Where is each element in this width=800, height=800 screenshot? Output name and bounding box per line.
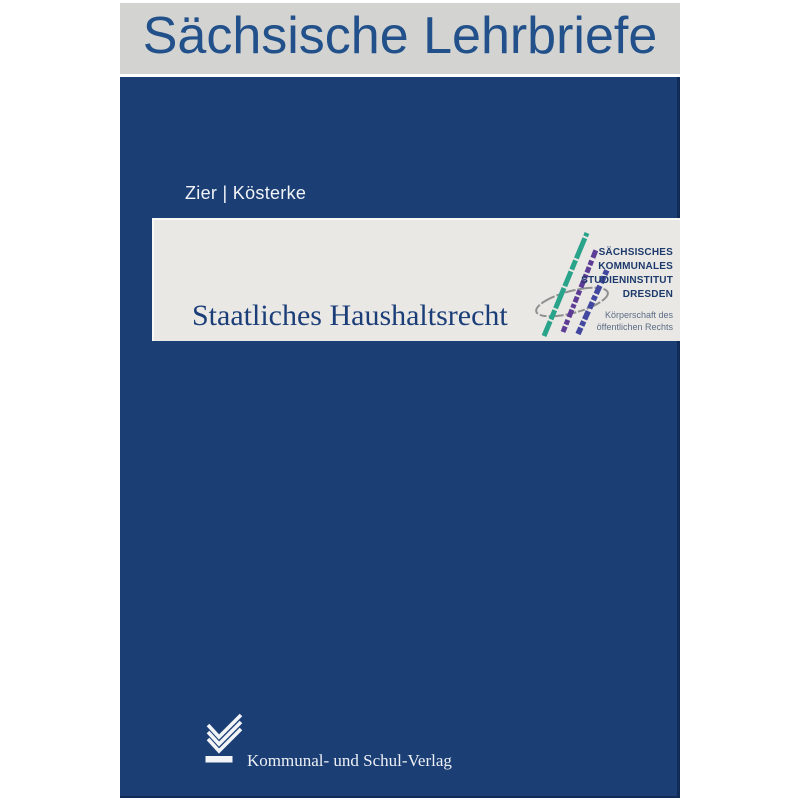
authors-line: Zier | Kösterke [185,183,307,203]
publisher-name: Kommunal- und Schul-Verlag [247,751,452,770]
institute-name-line: DRESDEN [622,289,673,300]
institute-subtitle-line: öffentlichen Rechts [596,321,673,332]
title-band [152,218,680,341]
series-title: Sächsische Lehrbriefe [142,7,658,65]
institute-name-line: STUDIENINSTITUT [581,275,673,286]
book-cover [120,3,680,798]
institute-name-line: KOMMUNALES [598,261,673,272]
institute-name [581,246,673,302]
cover-body [120,77,680,798]
institute-subtitle [597,310,673,333]
publisher-chevron-icon [205,712,243,764]
publisher-logo-base [206,756,233,763]
institute-name-line: SÄCHSISCHES [598,247,673,258]
series-band [120,3,680,74]
book-title: Staatliches Haushaltsrecht [192,299,508,332]
institute-subtitle-line: Körperschaft des [604,310,673,320]
